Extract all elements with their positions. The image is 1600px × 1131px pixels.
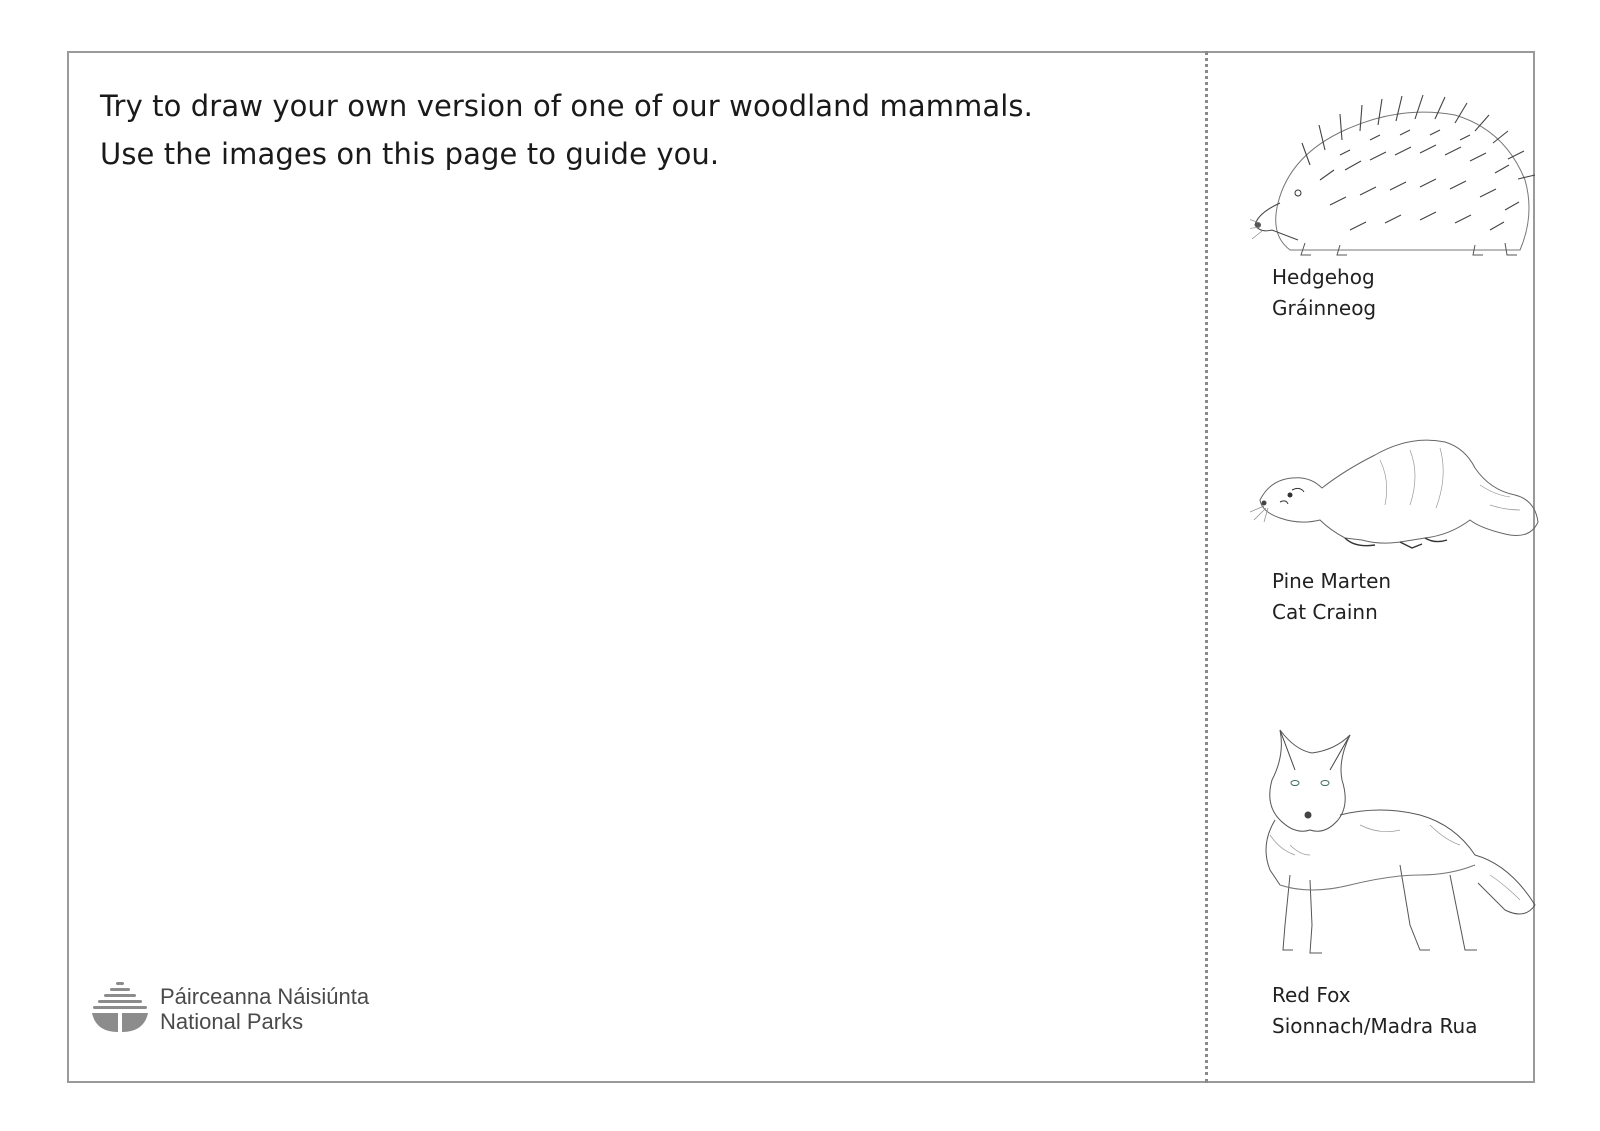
instructions-text (100, 82, 1033, 178)
national-parks-logo-text (160, 984, 369, 1034)
logo-english-text: National Parks (160, 1009, 304, 1034)
pine-marten-illustration (1250, 430, 1540, 555)
pine-marten-name: Pine Marten (1272, 569, 1392, 593)
red-fox-irish-name: Sionnach/Madra Rua (1272, 1014, 1478, 1038)
hedgehog-caption (1272, 262, 1376, 324)
national-parks-logo (88, 980, 408, 1040)
hedgehog-name: Hedgehog (1272, 265, 1375, 289)
pine-marten-irish-name: Cat Crainn (1272, 600, 1378, 624)
red-fox-illustration (1250, 725, 1540, 965)
dotted-divider (1205, 51, 1208, 1083)
national-parks-logo-icon (88, 980, 152, 1038)
hedgehog-irish-name: Gráinneog (1272, 296, 1377, 320)
pine-marten-caption (1272, 566, 1391, 628)
red-fox-name: Red Fox (1272, 983, 1351, 1007)
hedgehog-illustration (1250, 85, 1540, 260)
red-fox-caption (1272, 980, 1477, 1042)
instructions-line-1: Try to draw your own version of one of our woodland mammals. (100, 89, 1033, 123)
instructions-line-2: Use the images on this page to guide you. (100, 137, 720, 171)
logo-irish-text: Páirceanna Náisiúnta (160, 984, 370, 1009)
